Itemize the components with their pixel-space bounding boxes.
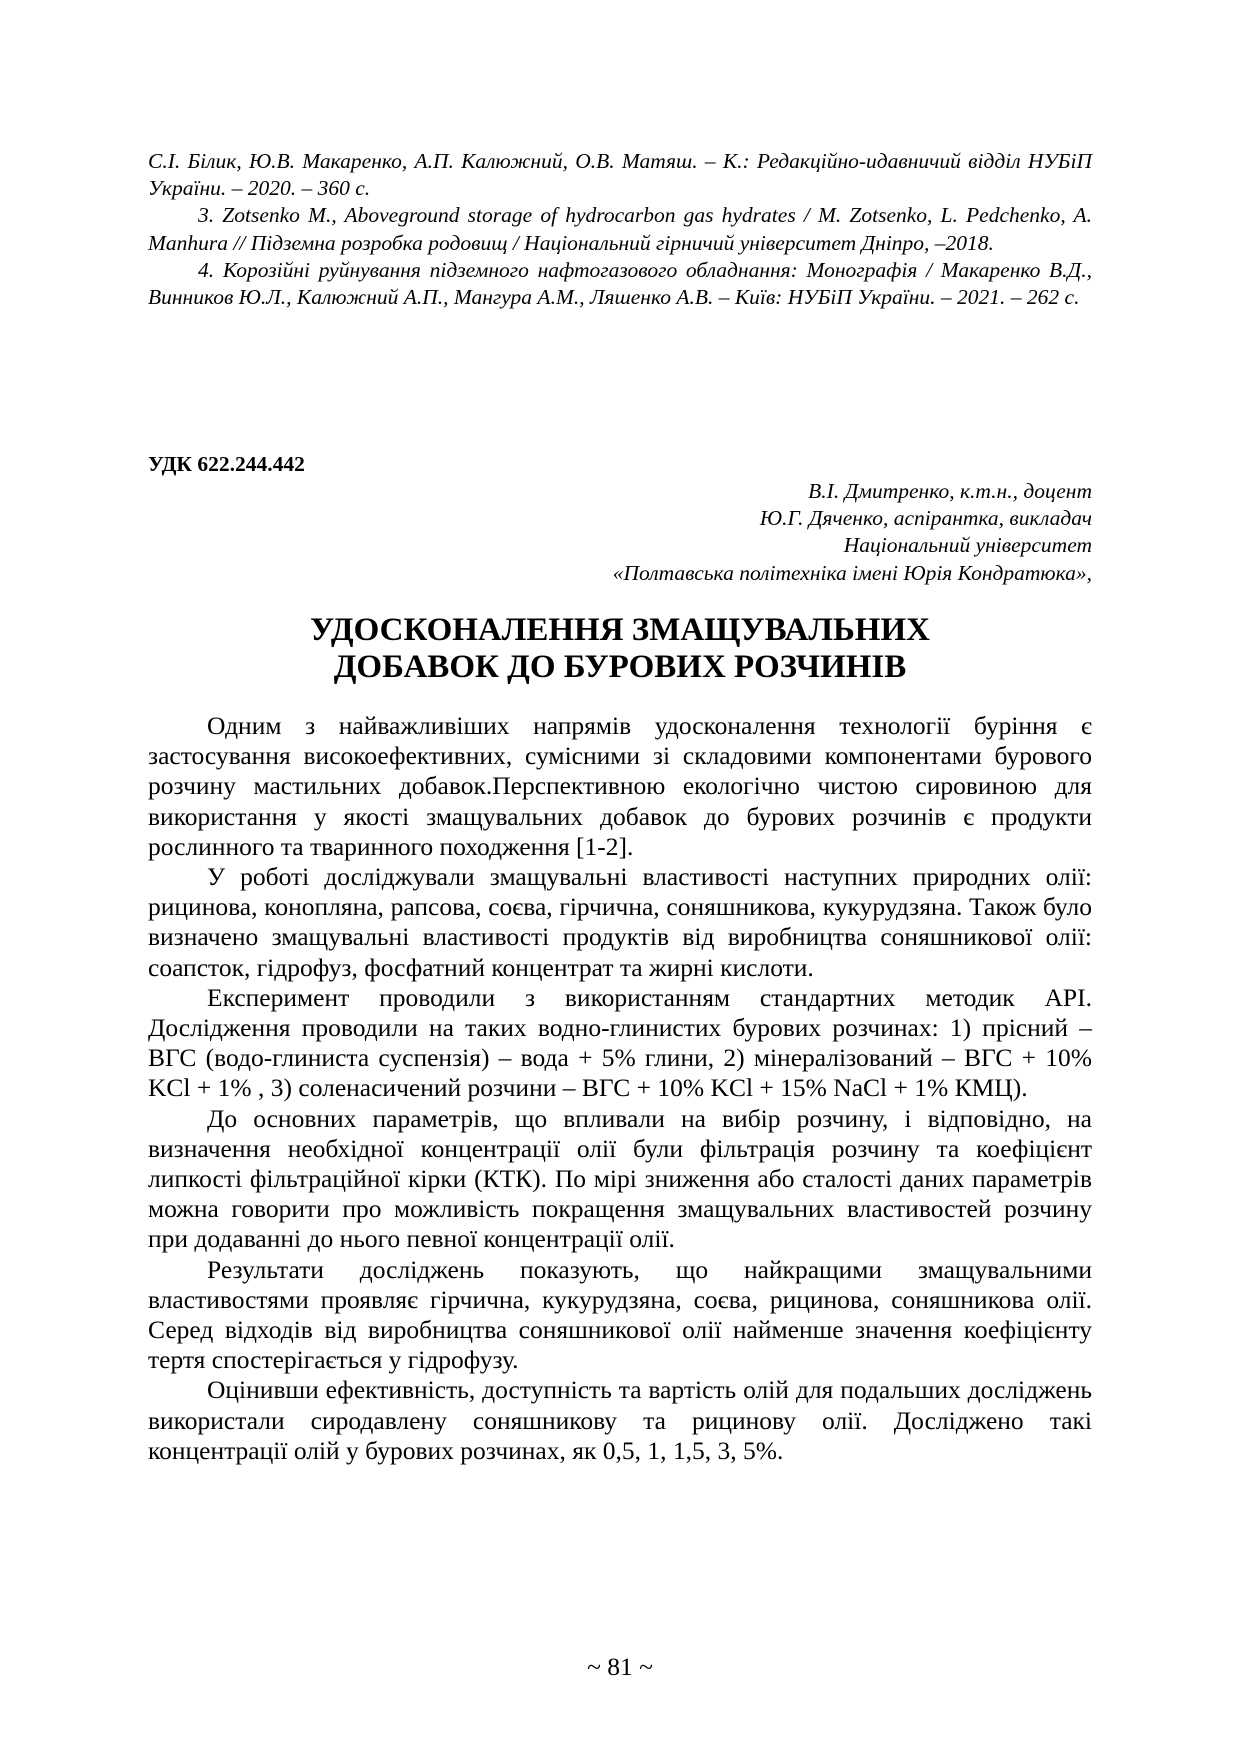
title-line-1: УДОСКОНАЛЕННЯ ЗМАЩУВАЛЬНИХ (310, 612, 930, 648)
document-page (148, 0, 1092, 1754)
article-body (148, 711, 1092, 1466)
title-line-2: ДОБАВОК ДО БУРОВИХ РОЗЧИНІВ (333, 649, 907, 685)
reference-2-tail: С.І. Білик, Ю.В. Макаренко, А.П. Калюжний, О.В. Матяш. – К.: Редакційно-идавничий відділ НУБіП України. – 2020. – 360 с. (148, 149, 1092, 201)
udk-code: УДК 622.244.442 (148, 452, 305, 476)
affiliation-line-2: «Полтавська політехніка імені Юрія Кондратюка», (612, 560, 1092, 585)
reference-4: 4. Корозійні руйнування підземного нафтогазового обладнання: Монографія / Макаренко В.Д., Винников Ю.Л., Калюжний А.П., Мангура А.М., Ляшенко А.В. – Київ: НУБіП України. – 2021. – 262 с. (148, 257, 1092, 310)
page-number: ~ 81 ~ (587, 1652, 653, 1681)
paragraph-6: Оцінивши ефективність, доступність та вартість олій для подальших досліджень використали сиродавлену соняшникову та рицинову олії. Досліджено такі концентрації олій у бурових розчинах, як 0,5, 1, 1,5, 3, 5%. (148, 1375, 1092, 1465)
references-list (148, 148, 1092, 311)
paragraph-4: До основних параметрів, що впливали на вибір розчину, і відповідно, на визначення необхідної концентрації олії були фільтрація розчину та коефіцієнт липкості фільтраційної кірки (КТК). По мірі зниження або сталості даних параметрів можна говорити про можливість покращення змащувальних властивостей розчину при додаванні до нього певної концентрації олії. (148, 1103, 1092, 1254)
author-1: В.І. Дмитренко, к.т.н., доцент (808, 479, 1092, 503)
reference-3: 3. Zotsenko M., Aboveground storage of hydrocarbon gas hydrates / M. Zotsenko, L. Pedchenko, A. Manhura // Підземна розробка родовищ / Національний гірничий університет Дніпро, –2018. (148, 203, 1092, 255)
author-2: Ю.Г. Дяченко, аспірантка, викладач (759, 506, 1092, 531)
authors-block (492, 478, 1092, 587)
paragraph-1: Одним з найважливіших напрямів удосконалення технології буріння є застосування високоефективних, сумісними зі складовими компонентами бурового розчину мастильних добавок.Перспективною екологічно чистою сировиною для використання у якості змащувальних добавок до бурових розчинів є продукти рослинного та тваринного походження [1-2]. (148, 711, 1092, 861)
article-title (148, 612, 1092, 686)
paragraph-3: Експеримент проводили з використанням стандартних методик API. Дослідження проводили на таких водно-глинистих бурових розчинах: 1) прісний – ВГС (водо-глиниста суспензія) – вода + 5% глини, 2) мінералізований – ВГС + 10% KCl + 1% , 3) соленасичений розчини – ВГС + 10% KCl + 15% NaCl + 1% КМЦ). (148, 982, 1092, 1103)
paragraph-5: Результати досліджень показують, що найкращими змащувальними властивостями проявляє гірчична, кукурудзяна, соєва, рицинова, соняшникова олії. Серед відходів від виробництва соняшникової олії найменше значення коефіцієнту тертя спостерігається у гідрофузу. (148, 1254, 1092, 1375)
affiliation-line-1: Національний університет (843, 533, 1092, 558)
paragraph-2: У роботі досліджували змащувальні властивості наступних природних олії: рицинова, конопляна, рапсова, соєва, гірчична, соняшникова, кукурудзяна. Також було визначено змащувальні властивості продуктів від виробництва соняшникової олії: соапсток, гідрофуз, фосфатний концентрат та жирні кислоти. (148, 862, 1092, 982)
